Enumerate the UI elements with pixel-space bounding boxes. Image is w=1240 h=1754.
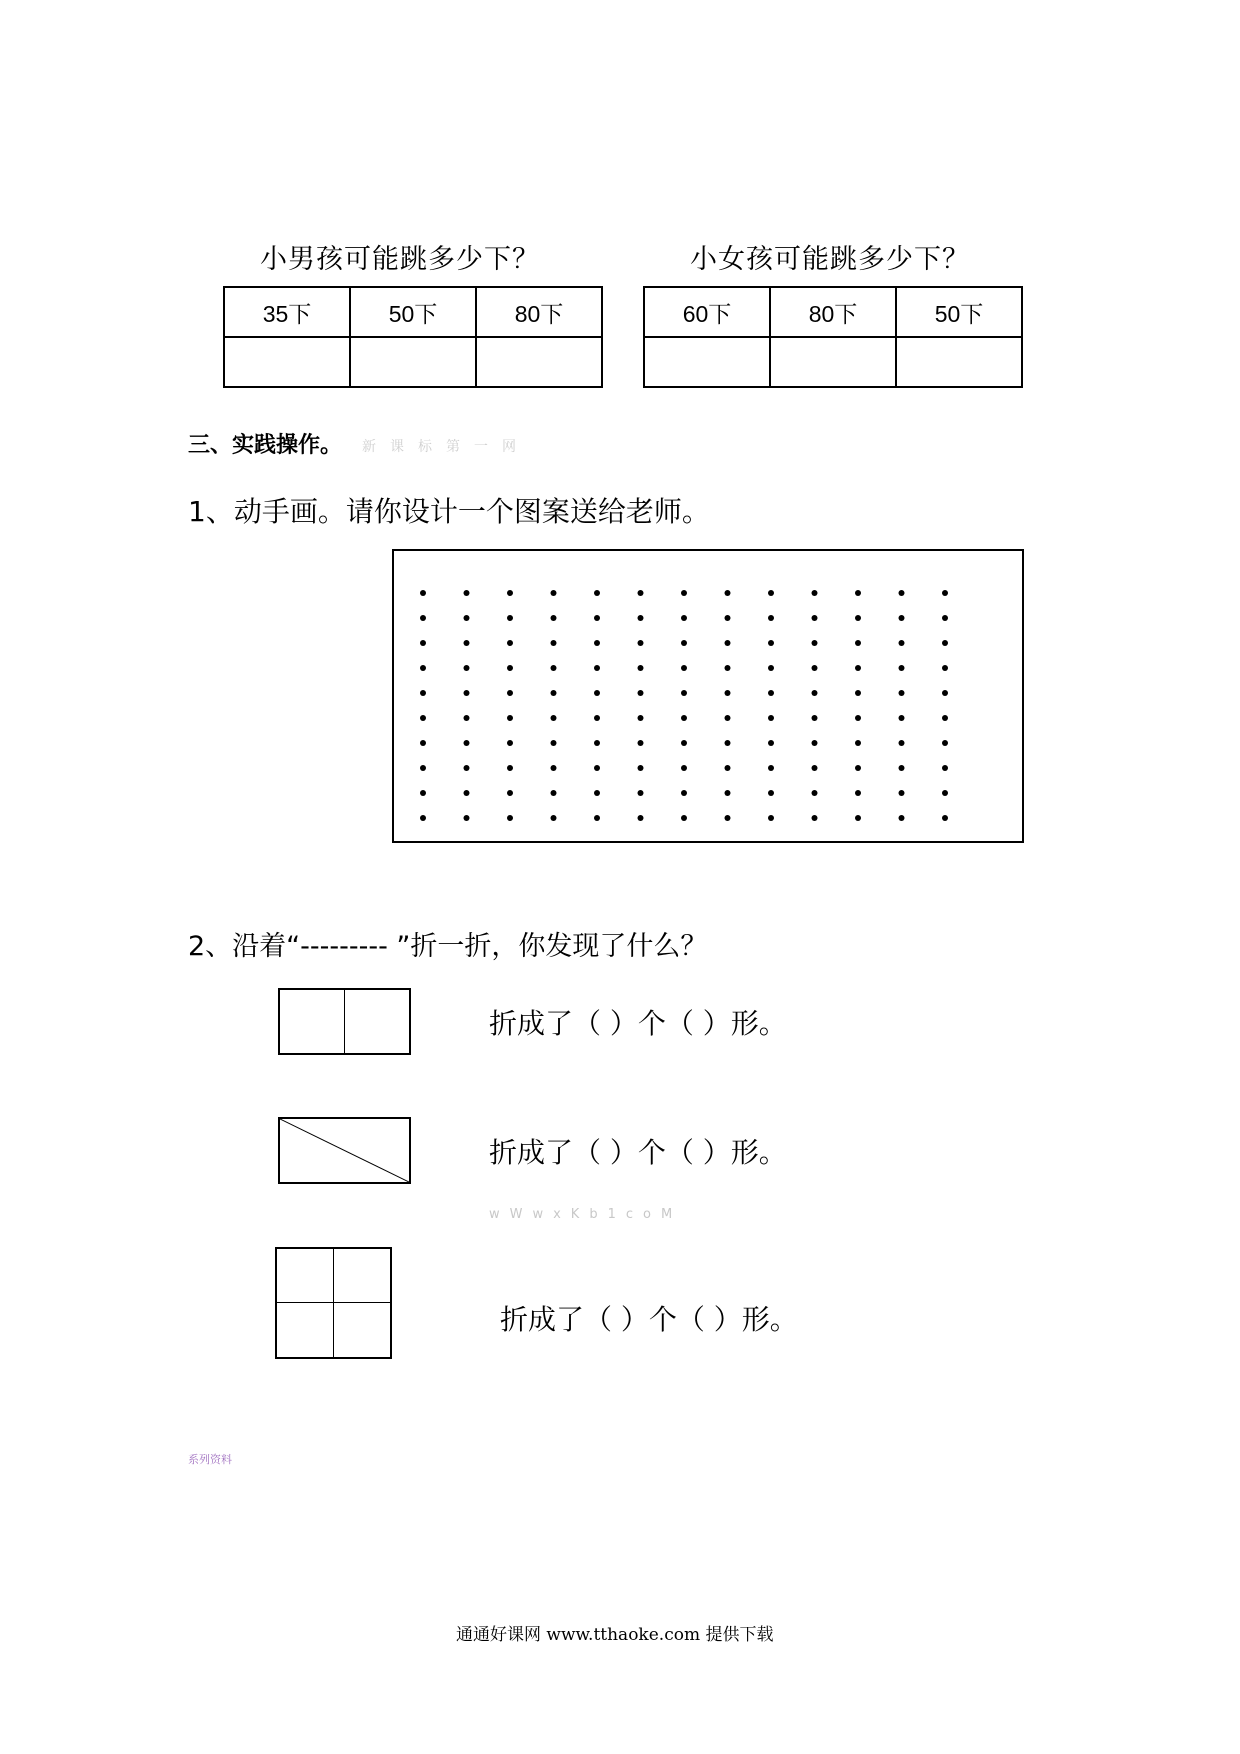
answer-line-1[interactable]: 折成了（ ）个（ ）形。: [489, 1007, 787, 1040]
grid-dot: [899, 740, 905, 746]
grid-dot: [507, 715, 513, 721]
grid-dot: [420, 690, 426, 696]
grid-dot: [768, 590, 774, 596]
grid-dot: [594, 665, 600, 671]
grid-dot: [464, 615, 470, 621]
grid-dot: [681, 765, 687, 771]
grid-dot: [942, 740, 948, 746]
grid-dot: [812, 715, 818, 721]
grid-dot: [594, 765, 600, 771]
girl-option-3: 50下: [896, 287, 1022, 337]
grid-dot: [812, 690, 818, 696]
grid-dot: [681, 740, 687, 746]
grid-dot: [942, 690, 948, 696]
grid-dot: [725, 765, 731, 771]
section-heading: 三、实践操作。: [188, 433, 343, 458]
grid-dot: [551, 790, 557, 796]
girl-option-2: 80下: [770, 287, 896, 337]
dot-grid-box[interactable]: [392, 549, 1024, 843]
grid-dot: [551, 765, 557, 771]
grid-dot: [681, 640, 687, 646]
fold-shape-diagonal: [278, 1117, 411, 1184]
grid-dot: [899, 815, 905, 821]
grid-dot: [638, 690, 644, 696]
grid-dot: [420, 640, 426, 646]
grid-dot: [681, 665, 687, 671]
grid-dot: [942, 615, 948, 621]
boy-option-2: 50下: [350, 287, 476, 337]
grid-dot: [551, 740, 557, 746]
dot-grid[interactable]: [394, 551, 1022, 841]
grid-dot: [725, 615, 731, 621]
grid-dot: [942, 640, 948, 646]
grid-dot: [594, 815, 600, 821]
grid-dot: [507, 765, 513, 771]
grid-dot: [812, 740, 818, 746]
grid-dot: [551, 715, 557, 721]
grid-dot: [464, 590, 470, 596]
grid-dot: [638, 615, 644, 621]
fold-line-diagonal: [280, 1119, 409, 1182]
boy-question: 小男孩可能跳多少下？: [260, 244, 540, 275]
grid-dot: [855, 690, 861, 696]
grid-dot: [464, 790, 470, 796]
grid-dot: [899, 690, 905, 696]
grid-dot: [507, 790, 513, 796]
grid-dot: [768, 615, 774, 621]
grid-dot: [594, 715, 600, 721]
grid-dot: [855, 615, 861, 621]
grid-dot: [507, 615, 513, 621]
grid-dot: [942, 790, 948, 796]
grid-dot: [725, 790, 731, 796]
side-label: 系列资料: [188, 1453, 232, 1466]
grid-dot: [551, 615, 557, 621]
footer: 通通好课网 www.tthaoke.com 提供下载: [456, 1625, 774, 1645]
grid-dot: [768, 815, 774, 821]
grid-dot: [464, 740, 470, 746]
grid-dot: [594, 640, 600, 646]
faint-watermark: wWwxKb1coM: [489, 1207, 683, 1222]
grid-dot: [551, 665, 557, 671]
grid-dot: [464, 815, 470, 821]
grid-dot: [594, 615, 600, 621]
grid-dot: [681, 590, 687, 596]
grid-dot: [899, 790, 905, 796]
grid-dot: [855, 765, 861, 771]
grid-dot: [638, 790, 644, 796]
grid-dot: [942, 590, 948, 596]
grid-dot: [464, 690, 470, 696]
grid-dot: [594, 590, 600, 596]
fold-line-horizontal: [277, 1302, 390, 1303]
grid-dot: [420, 590, 426, 596]
grid-dot: [420, 790, 426, 796]
grid-dot: [725, 715, 731, 721]
grid-dot: [507, 665, 513, 671]
grid-dot: [855, 640, 861, 646]
grid-dot: [464, 765, 470, 771]
grid-dot: [768, 740, 774, 746]
section-watermark: 新课标第一网: [362, 439, 530, 455]
grid-dot: [899, 590, 905, 596]
grid-dot: [899, 665, 905, 671]
fold-line-vertical: [333, 1249, 334, 1357]
grid-dot: [899, 640, 905, 646]
grid-dot: [681, 715, 687, 721]
q1-text: 1、动手画。请你设计一个图案送给老师。: [188, 495, 710, 528]
grid-dot: [551, 640, 557, 646]
grid-dot: [812, 815, 818, 821]
grid-dot: [855, 790, 861, 796]
grid-dot: [725, 815, 731, 821]
grid-dot: [638, 640, 644, 646]
grid-dot: [507, 815, 513, 821]
grid-dot: [507, 690, 513, 696]
girl-question: 小女孩可能跳多少下？: [690, 244, 970, 275]
boy-option-3: 80下: [476, 287, 602, 337]
answer-line-2[interactable]: 折成了（ ）个（ ）形。: [489, 1136, 787, 1169]
grid-dot: [768, 715, 774, 721]
grid-dot: [638, 740, 644, 746]
boy-options-table: [223, 286, 603, 388]
grid-dot: [464, 715, 470, 721]
grid-dot: [420, 665, 426, 671]
grid-dot: [638, 715, 644, 721]
grid-dot: [725, 740, 731, 746]
grid-dot: [768, 790, 774, 796]
grid-dot: [464, 665, 470, 671]
grid-dot: [855, 665, 861, 671]
fold-shape-quarters: [275, 1247, 392, 1359]
grid-dot: [855, 590, 861, 596]
grid-dot: [812, 665, 818, 671]
grid-dot: [942, 665, 948, 671]
grid-dot: [638, 665, 644, 671]
grid-dot: [768, 640, 774, 646]
boy-option-1: 35下: [224, 287, 350, 337]
grid-dot: [594, 740, 600, 746]
fold-shape-vertical: [278, 988, 411, 1055]
grid-dot: [638, 590, 644, 596]
grid-dot: [681, 790, 687, 796]
grid-dot: [507, 640, 513, 646]
grid-dot: [899, 765, 905, 771]
grid-dot: [812, 640, 818, 646]
grid-dot: [768, 690, 774, 696]
boy-answer-2[interactable]: [350, 337, 476, 387]
grid-dot: [507, 740, 513, 746]
grid-dot: [768, 665, 774, 671]
grid-dot: [725, 665, 731, 671]
grid-dot: [420, 815, 426, 821]
boy-answer-3[interactable]: [476, 337, 602, 387]
girl-answer-1[interactable]: [644, 337, 770, 387]
grid-dot: [725, 590, 731, 596]
grid-dot: [681, 690, 687, 696]
girl-answer-3[interactable]: [896, 337, 1022, 387]
grid-dot: [899, 715, 905, 721]
grid-dot: [942, 715, 948, 721]
grid-dot: [681, 815, 687, 821]
grid-dot: [420, 740, 426, 746]
grid-dot: [812, 765, 818, 771]
girl-option-1: 60下: [644, 287, 770, 337]
grid-dot: [899, 615, 905, 621]
fold-line-vertical: [344, 990, 345, 1053]
grid-dot: [768, 765, 774, 771]
boy-answer-1[interactable]: [224, 337, 350, 387]
grid-dot: [507, 590, 513, 596]
grid-dot: [942, 765, 948, 771]
grid-dot: [420, 765, 426, 771]
grid-dot: [420, 615, 426, 621]
grid-dot: [551, 690, 557, 696]
grid-dot: [551, 815, 557, 821]
grid-dot: [812, 615, 818, 621]
grid-dot: [725, 640, 731, 646]
grid-dot: [464, 640, 470, 646]
grid-dot: [638, 815, 644, 821]
grid-dot: [855, 715, 861, 721]
girl-options-table: [643, 286, 1023, 388]
q2-text: 2、沿着“--------- ”折一折，你发现了什么？: [188, 931, 708, 962]
grid-dot: [594, 790, 600, 796]
grid-dot: [420, 715, 426, 721]
answer-line-3[interactable]: 折成了（ ）个（ ）形。: [500, 1303, 798, 1336]
grid-dot: [681, 615, 687, 621]
grid-dot: [638, 765, 644, 771]
grid-dot: [725, 690, 731, 696]
grid-dot: [855, 740, 861, 746]
grid-dot: [594, 690, 600, 696]
grid-dot: [942, 815, 948, 821]
grid-dot: [551, 590, 557, 596]
girl-answer-2[interactable]: [770, 337, 896, 387]
grid-dot: [812, 590, 818, 596]
grid-dot: [855, 815, 861, 821]
grid-dot: [812, 790, 818, 796]
